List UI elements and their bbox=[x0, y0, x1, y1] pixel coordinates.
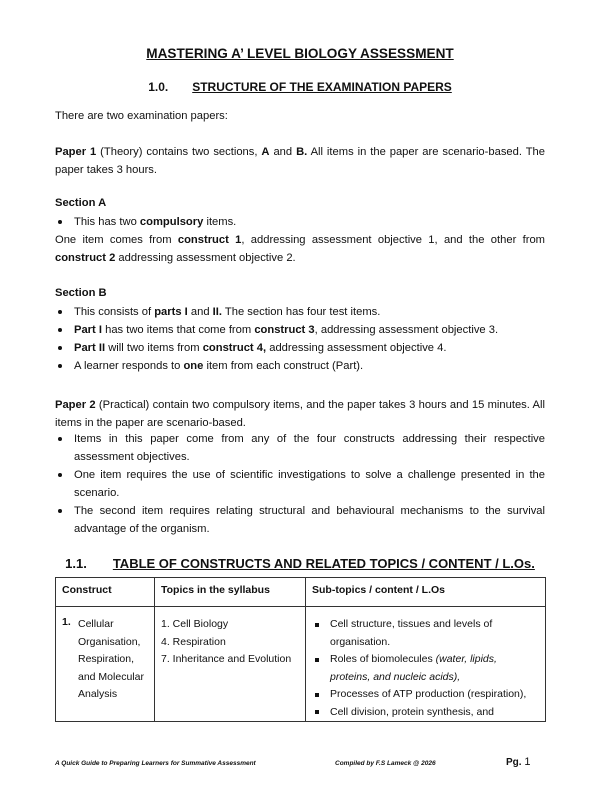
list-item bbox=[55, 303, 545, 321]
list-item: One item requires the use of scientific investigations to solve a challenge presented in the scenario. bbox=[55, 466, 545, 502]
list-item bbox=[55, 213, 545, 231]
list-item bbox=[55, 321, 545, 339]
construct-line: Analysis bbox=[78, 688, 118, 700]
page-number bbox=[506, 756, 530, 768]
footer-guide-title: A Quick Guide to Preparing Learners for Summative Assessment bbox=[55, 760, 256, 767]
construct-line: Respiration, bbox=[78, 653, 135, 665]
construct-line: and Molecular bbox=[78, 670, 144, 683]
emphasis: II. bbox=[212, 306, 222, 318]
list-item bbox=[312, 651, 539, 686]
subtopics-list bbox=[312, 616, 539, 721]
list-item: The second item requires relating structural and behavioural mechanisms to the survival advantage of the organism. bbox=[55, 502, 545, 538]
emphasis: one bbox=[183, 360, 204, 372]
section-a-ref: A bbox=[261, 146, 270, 158]
paper2-paragraph bbox=[55, 396, 545, 432]
emphasis: Part II bbox=[74, 342, 106, 354]
text-run: (Practical) contain two compulsory items, and the paper takes 3 hours and 15 minutes. All items in the paper are scenario-based. bbox=[55, 399, 545, 429]
paper1-paragraph bbox=[55, 143, 545, 179]
construct-number: 1. bbox=[62, 616, 71, 628]
text-run: and bbox=[269, 146, 297, 158]
list-item bbox=[55, 339, 545, 357]
text-run: This consists of bbox=[74, 306, 155, 318]
intro-text: There are two examination papers: bbox=[55, 110, 228, 122]
italic-run: (water, lipids, proteins, and nucleic acids), bbox=[330, 653, 497, 683]
section-b-heading: Section B bbox=[55, 287, 107, 299]
text-run: All items in the paper are scenario-based. The paper takes 3 hours. bbox=[55, 146, 545, 176]
topic-item: 4. Respiration bbox=[161, 635, 226, 648]
list-item: Processes of ATP production (respiration), bbox=[312, 686, 539, 704]
text-run: , addressing assessment objective 3. bbox=[314, 324, 499, 336]
text-run: The section has four test items. bbox=[222, 306, 381, 318]
paper2-bullets bbox=[55, 430, 545, 538]
text-run: A learner responds to bbox=[74, 360, 184, 372]
section-a-paragraph bbox=[55, 231, 545, 267]
section-number: 1.1. bbox=[65, 556, 87, 571]
list-item bbox=[55, 357, 545, 375]
list-item: Items in this paper come from any of the four constructs addressing their respective assessment objectives. bbox=[55, 430, 545, 466]
emphasis: construct 3 bbox=[254, 324, 315, 336]
text-run: will two items from bbox=[105, 342, 203, 354]
text-run: addressing assessment objective 2. bbox=[115, 252, 296, 264]
section-b-ref: B. bbox=[296, 146, 308, 158]
text-run: items. bbox=[203, 216, 237, 228]
text-run: (Theory) contains two sections, bbox=[96, 146, 262, 158]
section-heading-constructs bbox=[0, 556, 600, 571]
section-heading-structure bbox=[0, 80, 600, 94]
section-title: STRUCTURE OF THE EXAMINATION PAPERS bbox=[192, 80, 452, 94]
section-a-bullets bbox=[55, 213, 545, 231]
page-label: Pg. bbox=[506, 757, 522, 768]
document-title: MASTERING A’ LEVEL BIOLOGY ASSESSMENT bbox=[146, 46, 454, 61]
emphasis: Part I bbox=[74, 324, 102, 336]
table-row bbox=[56, 607, 546, 722]
column-header-construct: Construct bbox=[56, 578, 155, 607]
page-number-value: 1 bbox=[524, 756, 531, 768]
text-run: and bbox=[187, 306, 213, 318]
footer-compiled-by: Compiled by F.S Lameck @ 2026 bbox=[335, 760, 436, 767]
emphasis: compulsory bbox=[139, 216, 204, 228]
text-run: item from each construct (Part). bbox=[203, 360, 364, 372]
topic-item: 1. Cell Biology bbox=[161, 618, 229, 630]
construct-cell bbox=[56, 607, 155, 722]
section-b-bullets bbox=[55, 303, 545, 375]
text-run: , addressing assessment objective 1, and the other from bbox=[241, 234, 545, 246]
column-header-subtopics: Sub-topics / content / L.Os bbox=[306, 578, 546, 607]
construct-name bbox=[62, 616, 148, 704]
text-run: One item comes from bbox=[55, 234, 178, 246]
text-run: Roles of biomolecules bbox=[330, 653, 436, 665]
constructs-table bbox=[55, 577, 546, 722]
topic-item: 7. Inheritance and Evolution bbox=[161, 653, 292, 665]
text-run: addressing assessment objective 4. bbox=[266, 342, 447, 354]
section-a-heading: Section A bbox=[55, 197, 107, 209]
emphasis: parts I bbox=[154, 306, 188, 318]
construct-line: Cellular bbox=[78, 618, 114, 630]
list-item: Cell division, protein synthesis, and bbox=[312, 704, 539, 722]
construct-line: Organisation, bbox=[78, 635, 141, 648]
topics-cell bbox=[155, 607, 306, 722]
table-header-row bbox=[56, 578, 546, 607]
emphasis: construct 4, bbox=[202, 342, 267, 354]
section-number: 1.0. bbox=[148, 80, 169, 94]
emphasis: construct 2 bbox=[55, 252, 116, 264]
emphasis: construct 1 bbox=[177, 234, 242, 246]
text-run: This has two bbox=[74, 216, 140, 228]
paper2-label: Paper 2 bbox=[55, 399, 96, 411]
column-header-topics: Topics in the syllabus bbox=[155, 578, 306, 607]
subtopics-cell bbox=[306, 607, 546, 722]
paper1-label: Paper 1 bbox=[55, 146, 97, 158]
text-run: has two items that come from bbox=[101, 324, 255, 336]
section-title: TABLE OF CONSTRUCTS AND RELATED TOPICS / CONTENT / L.Os. bbox=[112, 556, 535, 571]
list-item: Cell structure, tissues and levels of organisation. bbox=[312, 616, 539, 651]
